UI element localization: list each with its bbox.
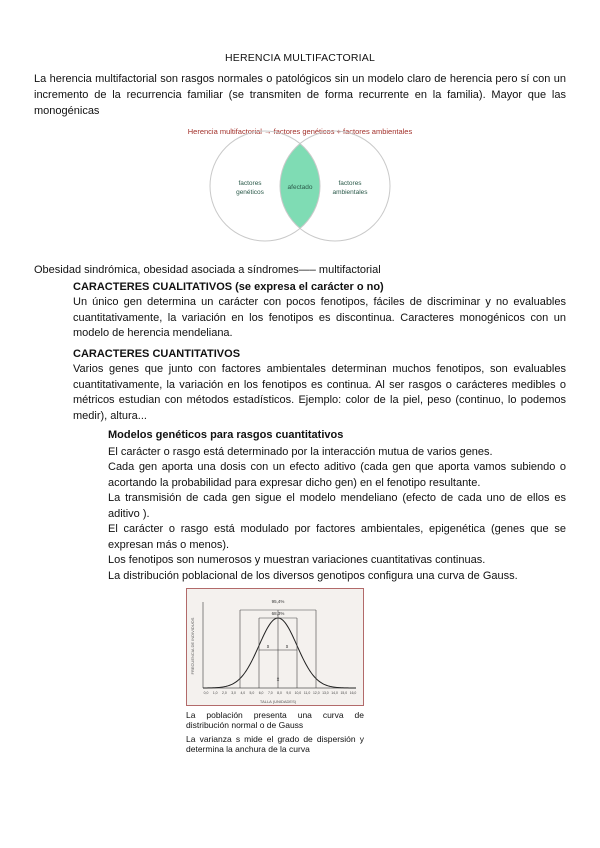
venn-left-label-1: factores	[238, 180, 262, 187]
gauss-x-tick: 4,0	[240, 691, 246, 695]
gauss-x-tick: 9,0	[286, 691, 292, 695]
qualitative-text: Un único gen determina un carácter con pocos fenotipos, fáciles de discriminar y no evaluables cuantitativamente, la variación en los fenotipos es discontinua. Caracteres monogénicos con un modelo de herencia mendeliana.	[73, 296, 566, 339]
qualitative-heading: CARACTERES CUALITATIVOS (se expresa el carácter o no)	[73, 281, 384, 293]
models-item: La distribución poblacional de los diversos genotipos configura una curva de Gauss.	[108, 569, 518, 582]
gauss-x-tick: 11,0	[303, 691, 311, 695]
gauss-pct-outer: 95,4%	[271, 599, 285, 604]
models-item: Los fenotipos son numerosos y muestran variaciones cuantitativas continuas.	[108, 554, 486, 566]
venn-center-label: afectado	[287, 184, 313, 191]
models-item: Cada gen aporta una dosis con un efecto aditivo (cada gen que aporta vamos subiendo o acortando la probabilidad para expresar dicho gen) en el fenotipo resultante.	[108, 461, 566, 489]
gauss-x-tick: 13,0	[322, 691, 329, 695]
quantitative-heading: CARACTERES CUANTITATIVOS	[73, 348, 241, 360]
gauss-mean-label: x̄	[276, 677, 280, 683]
gauss-figure	[186, 588, 364, 706]
gauss-x-tick: 1,0	[212, 691, 218, 695]
gauss-x-tick: 7,0	[267, 691, 273, 695]
gauss-caption-1: La población presenta una curva de distribución normal o de Gauss	[186, 710, 364, 730]
gauss-s-label-right: s	[285, 644, 289, 650]
quantitative-section	[73, 348, 566, 424]
gauss-x-tick: 10,0	[294, 691, 302, 695]
venn-caption: Herencia multifactorial → factores genéticos + factores ambientales	[187, 127, 413, 136]
venn-diagram	[160, 123, 440, 251]
models-item: La transmisión de cada gen sigue el modelo mendeliano (efecto de cada uno de ellos es aditivo ).	[108, 492, 566, 520]
gauss-x-tick: 8,0	[277, 691, 282, 695]
gauss-x-ticks	[204, 691, 357, 695]
venn-right-label-2: ambientales	[332, 189, 368, 196]
obesity-line: Obesidad sindrómica, obesidad asociada a síndromes—– multifactorial	[34, 264, 381, 276]
gauss-pct-inner: 68,3%	[271, 611, 285, 616]
models-item: El carácter o rasgo está determinado por la interacción mutua de varios genes.	[108, 445, 493, 458]
gauss-s-label-left: s	[266, 644, 270, 650]
gauss-x-tick: 16,0	[349, 691, 357, 695]
page-title: HERENCIA MULTIFACTORIAL	[224, 52, 376, 64]
gauss-x-tick: 14,0	[331, 691, 338, 695]
venn-left-label-2: genéticos	[236, 189, 264, 196]
gauss-x-tick: 5,0	[249, 691, 255, 695]
gauss-x-tick: 3,0	[231, 691, 236, 695]
gauss-x-label: TALLA (UNIDADES)	[259, 699, 297, 704]
gauss-x-tick: 15,0	[340, 691, 348, 695]
gauss-caption-2: La varianza s mide el grado de dispersión y determina la anchura de la curva	[186, 734, 364, 754]
models-item: El carácter o rasgo está modulado por factores ambientales, epigenética (genes que se expresan más o menos).	[108, 523, 566, 551]
gauss-y-label: FRECUENCIA DE INDIVIDUOS	[190, 617, 195, 675]
gauss-x-tick: 12,0	[312, 691, 320, 695]
models-heading: Modelos genéticos para rasgos cuantitativos	[108, 429, 344, 441]
gauss-x-tick: 2,0	[222, 691, 227, 695]
quantitative-text: Varios genes que junto con factores ambientales determinan muchos fenotipos, son evaluables cuantitativamente, la variación en los fenotipos es continua. Al ser rasgos o carácteres medibles o métricos estudian con métodos estadísticos. Ejemplo: color de la piel, peso (continuo, lo podemos medir), altura...	[73, 363, 566, 422]
models-section	[108, 428, 566, 584]
gauss-x-tick: 6,0	[258, 691, 264, 695]
qualitative-section	[73, 281, 566, 342]
gauss-x-tick: 0,0	[203, 691, 209, 695]
venn-right-label-1: factores	[338, 180, 362, 187]
intro-paragraph: La herencia multifactorial son rasgos normales o patológicos sin un modelo claro de herencia pero sí con un incremento de la recurrencia familiar (se transmiten de forma recurrente en la familia). Mayor que las monogénicas	[34, 73, 566, 117]
